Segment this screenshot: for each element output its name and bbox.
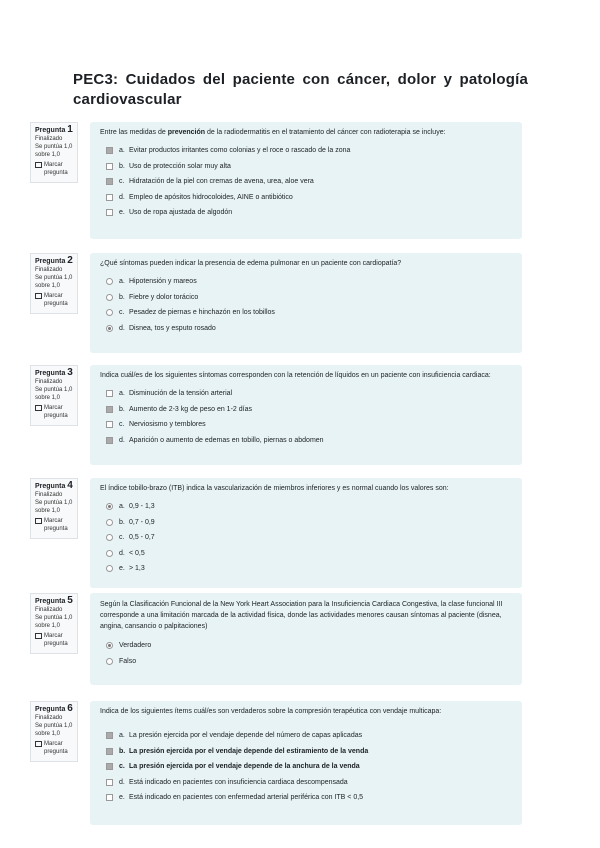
answer-option[interactable]: [100, 321, 512, 337]
checkbox[interactable]: [106, 390, 113, 397]
option-letter: d.: [119, 549, 125, 557]
flag-question-link[interactable]: [35, 404, 73, 420]
option-text: Aumento de 2-3 kg de peso en 1-2 días: [129, 405, 252, 413]
question-score: Se puntúa 1,0 sobre 1,0: [35, 387, 73, 401]
radio-button[interactable]: [106, 278, 113, 285]
flag-label: Marcar pregunta: [44, 518, 68, 532]
question-text: Indica cuál/es de los siguientes síntomas corresponden con la retención de líquidos en un paciente con insuficiencia cardiaca:: [100, 372, 491, 379]
radio-button[interactable]: [106, 565, 113, 572]
question-content-6: [90, 701, 522, 825]
option-text: Pesadez de piernas e hinchazón en los tobillos: [129, 309, 275, 317]
option-text: Disnea, tos y esputo rosado: [129, 324, 216, 332]
answer-option[interactable]: [100, 386, 512, 402]
question-status: Finalizado: [35, 379, 63, 385]
option-text: Está indicado en pacientes con insuficiencia cardiaca descompensada: [129, 778, 348, 786]
answer-option[interactable]: [100, 190, 512, 206]
question-content-2: [90, 253, 522, 353]
question-status: Finalizado: [35, 267, 63, 273]
option-text: Uso de protección solar muy alta: [129, 162, 231, 170]
question-info-1: [30, 122, 78, 183]
option-text: Evitar productos irritantes como colonias y el roce o rascado de la zona: [129, 147, 351, 155]
option-letter: a.: [119, 147, 125, 155]
answer-option[interactable]: [100, 744, 512, 760]
option-text: Uso de ropa ajustada de algodón: [129, 209, 233, 217]
answer-option[interactable]: [100, 205, 512, 221]
question-score: Se puntúa 1,0 sobre 1,0: [35, 144, 73, 158]
question-info-5: [30, 593, 78, 654]
option-text: > 1,3: [129, 565, 145, 573]
answer-list: [100, 143, 512, 221]
option-letter: b.: [119, 747, 126, 755]
checkbox[interactable]: [106, 732, 113, 739]
question-content-4: [90, 478, 522, 588]
answer-list: [100, 728, 512, 806]
answer-list: [100, 499, 512, 577]
answer-option[interactable]: [100, 159, 512, 175]
question-num: 1: [67, 124, 73, 135]
question-info-3: [30, 365, 78, 426]
answer-option[interactable]: [100, 515, 512, 531]
question-status: Finalizado: [35, 715, 63, 721]
question-status: Finalizado: [35, 607, 63, 613]
question-num: 2: [67, 255, 73, 266]
answer-option[interactable]: [100, 546, 512, 562]
option-text: Hipotensión y mareos: [129, 278, 197, 286]
flag-question-link[interactable]: [35, 292, 73, 308]
option-text: 0,7 - 0,9: [129, 518, 155, 526]
question-content-1: [90, 122, 522, 239]
option-text: 0,5 - 0,7: [129, 534, 155, 542]
question-num: 5: [67, 595, 73, 606]
question-number: [35, 257, 73, 266]
answer-option[interactable]: [100, 790, 512, 806]
checkbox[interactable]: [106, 194, 113, 201]
option-text: Falso: [119, 657, 137, 665]
option-letter: c.: [119, 421, 125, 429]
question-number: [35, 482, 73, 491]
answer-option[interactable]: [100, 530, 512, 546]
question-info-6: [30, 701, 78, 762]
checkbox[interactable]: [106, 763, 113, 770]
question-text: [100, 128, 512, 137]
option-text: Empleo de apósitos hidrocoloides, AINE o antibiótico: [129, 193, 293, 201]
checkbox[interactable]: [106, 406, 113, 413]
question-score: Se puntúa 1,0 sobre 1,0: [35, 275, 73, 289]
answer-option[interactable]: [100, 638, 512, 654]
option-text: Hidratación de la piel con cremas de avena, urea, aloe vera: [129, 178, 314, 186]
flag-question-link[interactable]: [35, 161, 73, 177]
option-text: La presión ejercida por el vendaje depende del estiramiento de la venda: [129, 747, 369, 755]
question-num: 4: [67, 480, 73, 491]
question-label: Pregunta: [35, 483, 66, 490]
answer-option[interactable]: [100, 143, 512, 159]
page-title: PEC3: Cuidados del paciente con cáncer, dolor y patología cardiovascular: [73, 71, 528, 108]
flag-question-link[interactable]: [35, 517, 73, 533]
option-text: Fiebre y dolor torácico: [129, 293, 199, 301]
option-letter: e.: [119, 565, 125, 573]
option-letter: c.: [119, 178, 125, 186]
question-number: [35, 126, 73, 135]
question-status: Finalizado: [35, 136, 63, 142]
checkbox[interactable]: [106, 163, 113, 170]
question-score: Se puntúa 1,0 sobre 1,0: [35, 500, 73, 514]
checkbox[interactable]: [106, 748, 113, 755]
radio-button[interactable]: [106, 658, 113, 665]
question-text: ¿Qué síntomas pueden indicar la presencia de edema pulmonar en un paciente con cardiopatía?: [100, 260, 402, 267]
checkbox[interactable]: [106, 779, 113, 786]
option-letter: d.: [119, 436, 125, 444]
question-text-post: de la radiodermatitis en el tratamiento del cáncer con radioterapia se incluye:: [205, 129, 446, 136]
question-score: Se puntúa 1,0 sobre 1,0: [35, 723, 73, 737]
radio-button[interactable]: [106, 325, 113, 332]
option-letter: a.: [119, 390, 125, 398]
option-letter: a.: [119, 278, 125, 286]
answer-list: [100, 638, 512, 669]
option-letter: c.: [119, 309, 125, 317]
option-text: Nerviosismo y temblores: [129, 421, 206, 429]
question-status: Finalizado: [35, 492, 63, 498]
flag-icon: [35, 405, 42, 411]
question-label: Pregunta: [35, 598, 66, 605]
radio-button[interactable]: [106, 642, 113, 649]
answer-option[interactable]: [100, 290, 512, 306]
flag-label: Marcar pregunta: [44, 162, 68, 176]
flag-icon: [35, 741, 42, 747]
answer-option[interactable]: [100, 274, 512, 290]
flag-icon: [35, 162, 42, 168]
checkbox[interactable]: [106, 209, 113, 216]
option-letter: e.: [119, 209, 125, 217]
question-num: 6: [67, 703, 73, 714]
question-number: [35, 597, 73, 606]
option-letter: b.: [119, 405, 125, 413]
answer-option[interactable]: [100, 433, 512, 449]
question-text: Indica de los siguientes ítems cuál/es son verdaderos sobre la compresión terapéutica con vendaje multicapa:: [100, 708, 442, 715]
answer-option[interactable]: [100, 417, 512, 433]
question-number: [35, 369, 73, 378]
option-text: Está indicado en pacientes con enfermedad arterial periférica con ITB < 0,5: [129, 794, 364, 802]
flag-icon: [35, 293, 42, 299]
option-text: Verdadero: [119, 642, 152, 650]
checkbox[interactable]: [106, 178, 113, 185]
option-letter: c.: [119, 534, 125, 542]
option-letter: e.: [119, 794, 125, 802]
flag-label: Marcar pregunta: [44, 633, 68, 647]
question-label: Pregunta: [35, 127, 66, 134]
answer-option[interactable]: [100, 775, 512, 791]
radio-button[interactable]: [106, 294, 113, 301]
answer-list: [100, 386, 512, 448]
checkbox[interactable]: [106, 147, 113, 154]
question-num: 3: [67, 367, 73, 378]
checkbox[interactable]: [106, 437, 113, 444]
answer-option[interactable]: [100, 305, 512, 321]
option-text: < 0,5: [129, 549, 145, 557]
question-score: Se puntúa 1,0 sobre 1,0: [35, 615, 73, 629]
question-label: Pregunta: [35, 706, 66, 713]
question-text: Según la Clasificación Funcional de la New York Heart Association para la Insuficiencia Cardiaca Congestiva, la clase funcional III corresponde a una limitación marcada de la actividad física, donde las actividades menores causan síntomas al paciente (disnea, angina, cansancio o palpitaciones): [100, 601, 503, 630]
question-label: Pregunta: [35, 258, 66, 265]
flag-label: Marcar pregunta: [44, 405, 68, 419]
flag-label: Marcar pregunta: [44, 293, 68, 307]
answer-option[interactable]: [100, 654, 512, 670]
flag-label: Marcar pregunta: [44, 741, 68, 755]
option-text: La presión ejercida por el vendaje depende del número de capas aplicadas: [129, 732, 363, 740]
flag-icon: [35, 518, 42, 524]
option-letter: d.: [119, 778, 125, 786]
option-letter: b.: [119, 162, 125, 170]
option-letter: b.: [119, 293, 125, 301]
radio-button[interactable]: [106, 503, 113, 510]
option-letter: b.: [119, 518, 125, 526]
option-letter: d.: [119, 324, 125, 332]
answer-option[interactable]: [100, 728, 512, 744]
radio-button[interactable]: [106, 550, 113, 557]
question-info-4: [30, 478, 78, 539]
radio-button[interactable]: [106, 534, 113, 541]
checkbox[interactable]: [106, 421, 113, 428]
option-text: Aparición o aumento de edemas en tobillo, piernas o abdomen: [129, 436, 324, 444]
flag-question-link[interactable]: [35, 740, 73, 756]
answer-option[interactable]: [100, 402, 512, 418]
question-text-bold: prevención: [167, 129, 206, 136]
option-letter: d.: [119, 193, 125, 201]
option-letter: a.: [119, 503, 125, 511]
question-number: [35, 705, 73, 714]
option-letter: c.: [119, 763, 125, 771]
option-text: 0,9 - 1,3: [129, 503, 155, 511]
answer-option[interactable]: [100, 759, 512, 775]
option-text: Disminución de la tensión arterial: [129, 390, 233, 398]
question-info-2: [30, 253, 78, 314]
answer-option[interactable]: [100, 561, 512, 577]
answer-option[interactable]: [100, 174, 512, 190]
answer-option[interactable]: [100, 499, 512, 515]
flag-question-link[interactable]: [35, 632, 73, 648]
question-label: Pregunta: [35, 370, 66, 377]
radio-button[interactable]: [106, 309, 113, 316]
question-content-5: [90, 593, 522, 685]
checkbox[interactable]: [106, 794, 113, 801]
answer-list: [100, 274, 512, 336]
question-text-pre: Entre las medidas de: [100, 129, 168, 136]
option-text: La presión ejercida por el vendaje depende de la anchura de la venda: [129, 763, 360, 771]
question-text: El índice tobillo-brazo (ITB) indica la vascularización de miembros inferiores y es normal cuando los valores son:: [100, 485, 449, 492]
option-letter: a.: [119, 732, 125, 740]
question-content-3: [90, 365, 522, 465]
radio-button[interactable]: [106, 519, 113, 526]
flag-icon: [35, 633, 42, 639]
